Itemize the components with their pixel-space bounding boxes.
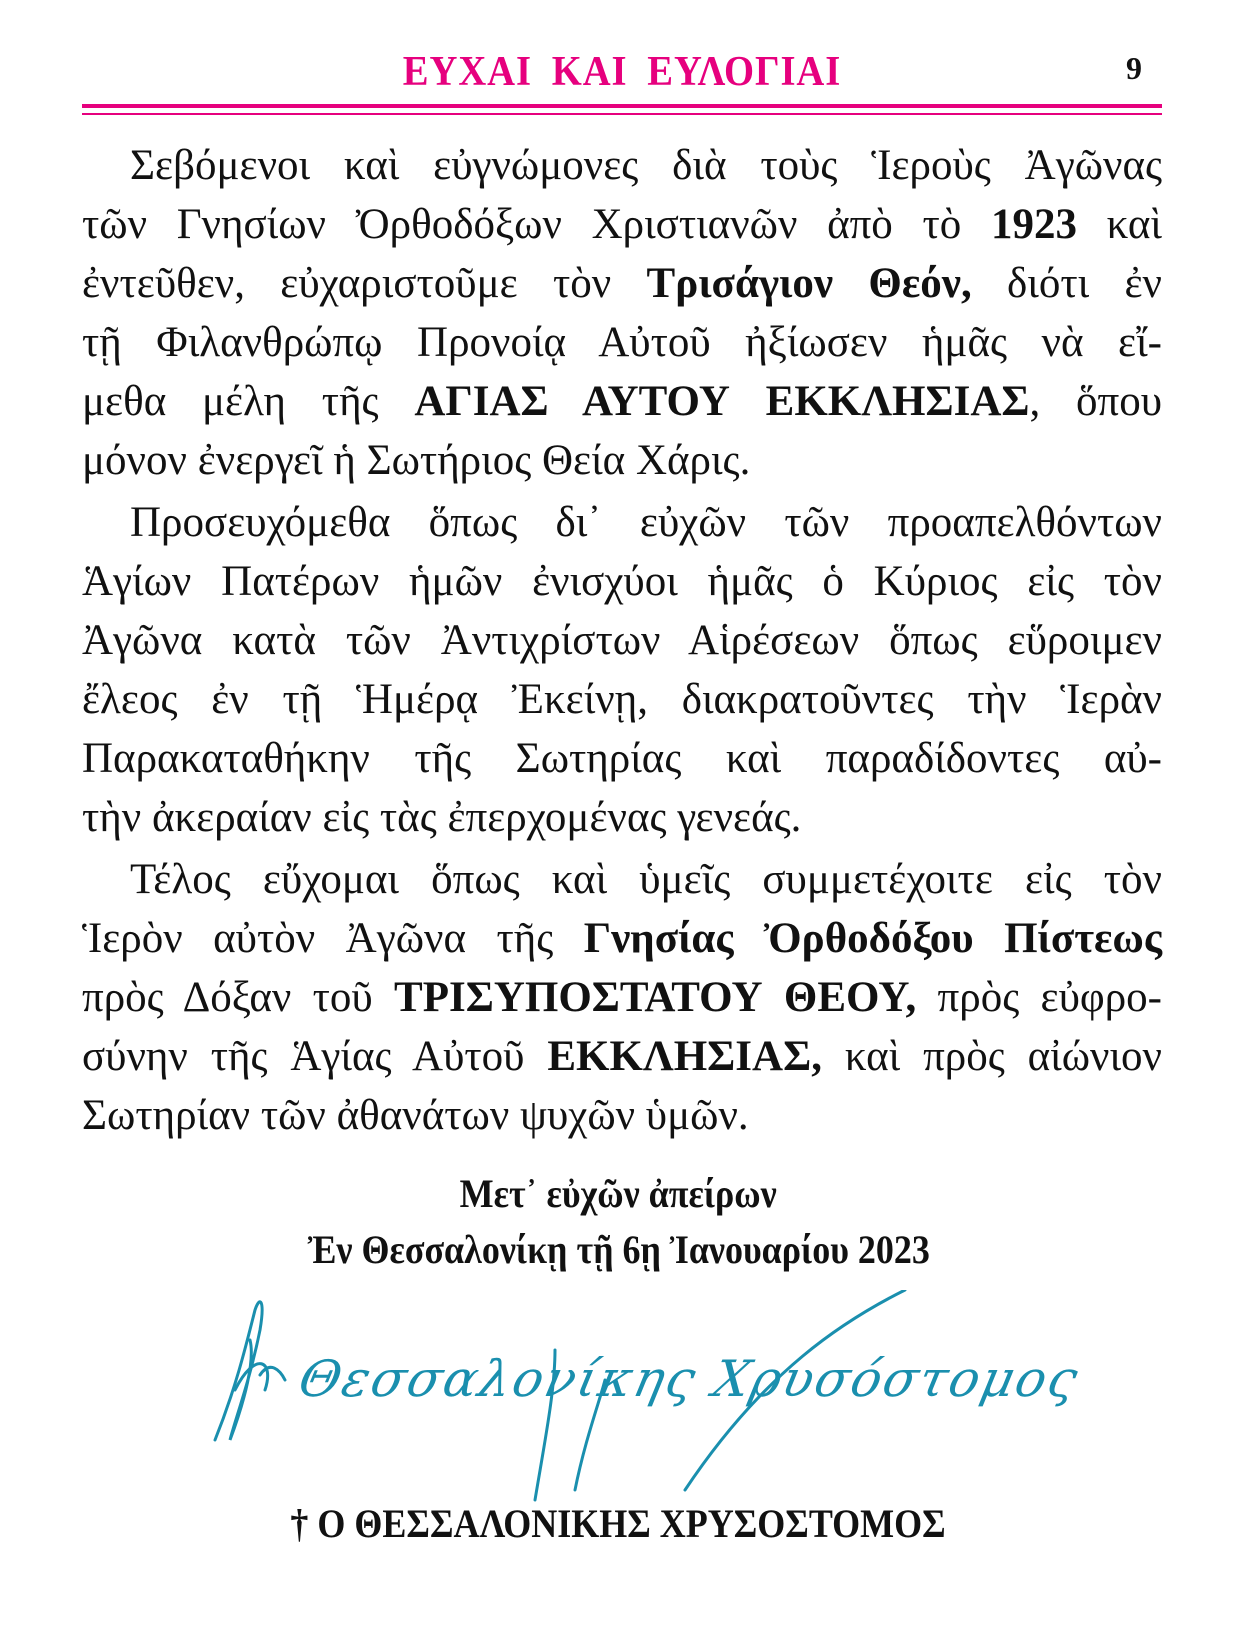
text-line xyxy=(82,195,1162,254)
header-title: ΕΥΧΑΙ ΚΑΙ ΕΥΛΟΓΙΑΙ xyxy=(402,49,842,95)
text-segment: Σεβόμενοι καὶ εὐγνώμονες διὰ τοὺς Ἱεροὺς Ἀγῶνας xyxy=(130,142,1162,189)
bold-text: ΕΚΚΛΗΣΙΑΣ, xyxy=(547,1033,822,1080)
paragraph xyxy=(82,850,1162,1145)
text-segment: , ὅπου xyxy=(1029,378,1163,425)
text-segment: μεθα μέλη τῆς xyxy=(82,378,415,425)
text-line xyxy=(82,1086,1162,1145)
paragraph xyxy=(82,493,1162,847)
text-segment: Ἁγίων Πατέρων ἡμῶν ἐνισχύοι ἡμᾶς ὁ Κύριος εἰς τὸν xyxy=(82,558,1162,605)
text-line xyxy=(82,1027,1162,1086)
text-segment: Παρακαταθήκην τῆς Σωτηρίας καὶ παραδίδοντες αὐ- xyxy=(82,735,1162,782)
bold-text: Γνησίας Ὀρθοδόξου Πίστεως xyxy=(583,915,1162,962)
text-line xyxy=(82,968,1162,1027)
text-segment: Σωτηρίαν τῶν ἀθανάτων ψυχῶν ὑμῶν. xyxy=(82,1092,749,1139)
bold-text: ΤΡΙΣΥΠΟΣΤΑΤΟΥ ΘΕΟΥ, xyxy=(394,974,917,1021)
text-segment: καὶ xyxy=(1076,201,1162,248)
text-line xyxy=(82,372,1162,431)
page-number: 9 xyxy=(1126,50,1142,86)
text-segment: καὶ πρὸς αἰώνιον xyxy=(821,1033,1163,1080)
text-segment: μόνον ἐνεργεῖ ἡ Σωτήριος Θεία Χάρις. xyxy=(82,437,751,484)
header-rule-top xyxy=(82,104,1162,108)
text-segment: τὴν ἀκεραίαν εἰς τὰς ἐπερχομένας γενεάς. xyxy=(82,794,802,841)
text-line xyxy=(82,670,1162,729)
bold-text: Τρισάγιον Θεόν, xyxy=(646,260,972,307)
closing-greeting xyxy=(0,1170,1237,1217)
text-segment: τῇ Φιλανθρώπῳ Προνοίᾳ Αὐτοῦ ἠξίωσεν ἡμᾶς νὰ εἴ- xyxy=(82,319,1162,366)
paragraph xyxy=(82,136,1162,490)
text-line xyxy=(82,431,1162,490)
signatory-name-text: † Ο ΘΕΣΣΑΛΟΝΙΚΗΣ ΧΡΥΣΟΣΤΟΜΟΣ xyxy=(290,1501,947,1546)
text-segment: τῶν Γνησίων Ὀρθοδόξων Χριστιανῶν ἀπὸ τὸ xyxy=(82,201,991,248)
text-segment: διότι ἐν xyxy=(971,260,1162,307)
signatory-name xyxy=(0,1500,1237,1547)
closing-place-date-text: Ἐν Θεσσαλονίκῃ τῇ 6ῃ Ἰανουαρίου 2023 xyxy=(307,1227,930,1272)
text-line xyxy=(82,136,1162,195)
text-segment: ἔλεος ἐν τῇ Ἡμέρᾳ Ἐκείνῃ, διακρατοῦντες τὴν Ἱερὰν xyxy=(82,676,1162,723)
running-header xyxy=(82,48,1162,108)
text-line xyxy=(82,493,1162,552)
closing-greeting-text: Μετ᾽ εὐχῶν ἀπείρων xyxy=(459,1171,778,1216)
text-segment: Ἱερὸν αὐτὸν Ἀγῶνα τῆς xyxy=(82,915,584,962)
text-segment: πρὸς Δόξαν τοῦ xyxy=(82,974,395,1021)
text-segment: Τέλος εὔχομαι ὅπως καὶ ὑμεῖς συμμετέχοιτε εἰς τὸν xyxy=(130,856,1162,903)
text-segment: ἐντεῦθεν, εὐχαριστοῦμε τὸν xyxy=(82,260,647,307)
text-line xyxy=(82,788,1162,847)
text-segment: Ἀγῶνα κατὰ τῶν Ἀντιχρίστων Αἱρέσεων ὅπως εὕροιμεν xyxy=(82,617,1162,664)
text-segment: πρὸς εὐφρο- xyxy=(916,974,1162,1021)
text-line xyxy=(82,313,1162,372)
text-line xyxy=(82,729,1162,788)
bold-text: 1923 xyxy=(990,201,1077,248)
text-segment: Προσευχόμεθα ὅπως δι᾽ εὐχῶν τῶν προαπελθόντων xyxy=(130,499,1162,546)
text-line xyxy=(82,909,1162,968)
letter-body xyxy=(82,136,1162,1148)
text-line xyxy=(82,552,1162,611)
text-line xyxy=(82,850,1162,909)
text-segment: σύνην τῆς Ἁγίας Αὐτοῦ xyxy=(82,1033,548,1080)
closing-place-date xyxy=(0,1226,1237,1273)
text-line xyxy=(82,254,1162,313)
text-line xyxy=(82,611,1162,670)
signature-lettering: Θεσσαλονίκης Χρυσόστομος xyxy=(293,1350,1085,1408)
header-rule-bottom xyxy=(82,113,1162,115)
bold-text: ΑΓΙΑΣ ΑΥΤΟΥ ΕΚΚΛΗΣΙΑΣ xyxy=(414,378,1030,425)
